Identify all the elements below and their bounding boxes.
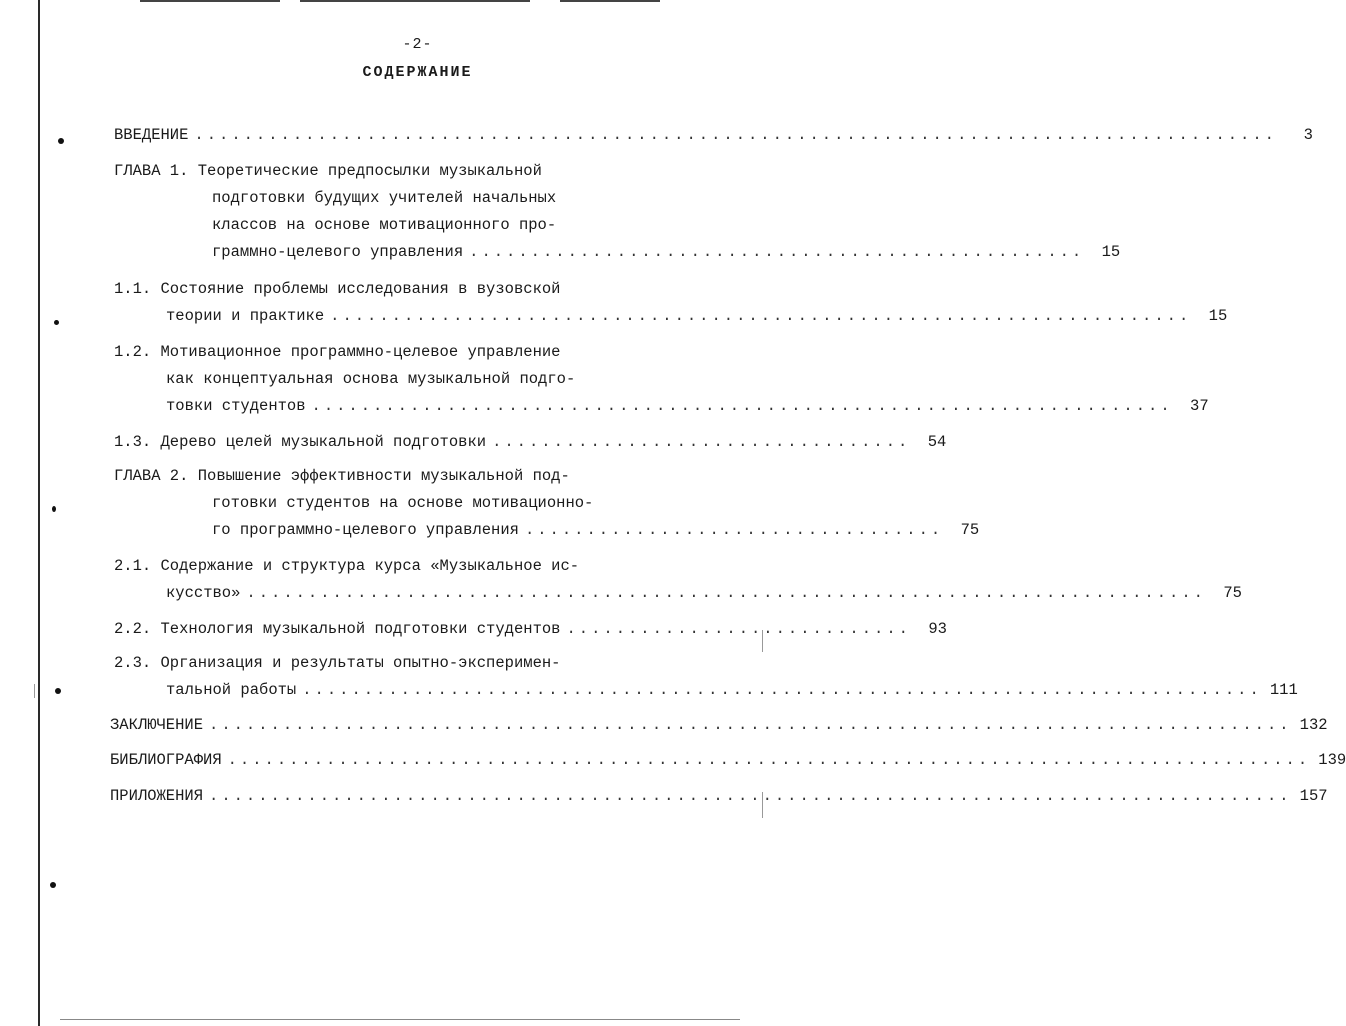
toc-entry-label: 1.1. Состояние проблемы исследования в вузовской — [114, 280, 561, 298]
toc-leader-dots: ........................................................................................ — [227, 751, 1311, 769]
toc-leader-dots: .............................................................................. — [302, 681, 1262, 699]
toc-page-number: 132 — [1299, 716, 1328, 734]
toc-entry-section-1-2 — [114, 343, 736, 365]
toc-entry-chapter-2-line — [212, 494, 736, 516]
toc-page-number: 54 — [927, 433, 947, 451]
toc-page-number: 15 — [1208, 307, 1228, 325]
toc-entry-label: теории и практике — [166, 307, 325, 325]
page-title: СОДЕРЖАНИЕ — [362, 64, 473, 81]
toc-entry-label: граммно-целевого управления — [212, 243, 464, 261]
top-scan-rule — [140, 0, 280, 2]
toc-entry-chapter-1-line — [212, 243, 1121, 265]
toc-entry-appendices — [110, 787, 1328, 809]
toc-page-number: 3 — [1303, 126, 1313, 144]
toc-entry-label: 2.3. Организация и результаты опытно-эксперимен- — [114, 654, 561, 672]
toc-entry-chapter-1-line — [212, 189, 736, 211]
toc-entry-label: кусство» — [166, 584, 241, 602]
toc-entry-chapter-2-line — [212, 521, 980, 543]
toc-leader-dots: .............................................................................. — [246, 584, 1206, 602]
toc-entry-chapter-2 — [114, 467, 736, 489]
binding-edge-line — [38, 0, 40, 1026]
toc-leader-dots: ...................................................................... — [311, 397, 1173, 415]
toc-entry-label: 1.2. Мотивационное программно-целевое управление — [114, 343, 561, 361]
toc-entry-section-2-3 — [114, 654, 736, 676]
toc-entry-label: ВВЕДЕНИЕ — [114, 126, 189, 144]
page-number: -2- — [402, 36, 433, 53]
toc-page-number: 157 — [1299, 787, 1328, 805]
toc-entry-section-2-1 — [114, 557, 736, 579]
toc-entry-label: тальной работы — [166, 681, 297, 699]
toc-entry-label: ГЛАВА 1. Теоретические предпосылки музыкальной — [114, 162, 542, 180]
toc-page-number: 75 — [960, 521, 980, 539]
toc-leader-dots: .................................. — [492, 433, 911, 451]
toc-entry-chapter-1-line — [212, 216, 736, 238]
toc-leader-dots: ........................................................................................ — [194, 126, 1277, 144]
toc-leader-dots: ........................................................................................ — [209, 716, 1292, 734]
toc-entry-section-1-2-line — [166, 370, 736, 392]
toc-entry-label: подготовки будущих учителей начальных — [212, 189, 557, 207]
toc-leader-dots: .................................................. — [469, 243, 1085, 261]
bottom-scan-rule — [60, 1019, 740, 1020]
toc-entry-label: 2.2. Технология музыкальной подготовки студентов — [114, 620, 561, 638]
toc-entry-label: го программно-целевого управления — [212, 521, 519, 539]
toc-entry-label: 1.3. Дерево целей музыкальной подготовки — [114, 433, 487, 451]
toc-entry-label: ЗАКЛЮЧЕНИЕ — [110, 716, 204, 734]
toc-entry-label: 2.1. Содержание и структура курса «Музыкальное ис- — [114, 557, 580, 575]
scan-speck — [52, 506, 56, 512]
toc-entry-section-1-2-line — [166, 397, 1209, 419]
toc-entry-label: классов на основе мотивационного про- — [212, 216, 557, 234]
scan-speck — [50, 882, 56, 888]
toc-page-number: 37 — [1190, 397, 1209, 415]
toc-entry-label: готовки студентов на основе мотивационно- — [212, 494, 594, 512]
toc-entry-section-2-1-line — [166, 584, 1242, 606]
toc-page-number: 75 — [1223, 584, 1242, 602]
toc-entry-label: товки студентов — [166, 397, 306, 415]
toc-page-number: 111 — [1269, 681, 1298, 699]
scan-speck — [55, 688, 61, 694]
toc-entry-label: БИБЛИОГРАФИЯ — [110, 751, 222, 769]
toc-entry-label: как концептуальная основа музыкальной подго- — [166, 370, 576, 388]
toc-entry-section-1-1 — [114, 280, 736, 302]
toc-entry-introduction — [114, 126, 1313, 148]
toc-entry-section-2-2 — [114, 620, 947, 642]
toc-leader-dots: ............................ — [566, 620, 911, 638]
toc-entry-chapter-1 — [114, 162, 736, 184]
toc-leader-dots: ...................................................................... — [330, 307, 1192, 325]
toc-entry-section-2-3-line — [166, 681, 1298, 703]
toc-entry-label: ПРИЛОЖЕНИЯ — [110, 787, 204, 805]
top-scan-rule — [300, 0, 530, 2]
top-scan-rule — [560, 0, 660, 2]
toc-page-number: 15 — [1101, 243, 1121, 261]
toc-entry-section-1-1-line — [166, 307, 1228, 329]
toc-entry-label: ГЛАВА 2. Повышение эффективности музыкальной под- — [114, 467, 570, 485]
toc-entry-bibliography — [110, 751, 1346, 773]
toc-entry-section-1-3 — [114, 433, 947, 455]
scan-speck — [58, 138, 64, 144]
scan-speck — [54, 320, 59, 325]
toc-leader-dots: .................................. — [524, 521, 944, 539]
toc-entry-conclusion — [110, 716, 1328, 738]
toc-page-number: 139 — [1318, 751, 1346, 769]
toc-page-number: 93 — [928, 620, 947, 638]
scan-mark — [34, 684, 35, 698]
toc-leader-dots: ........................................................................................ — [209, 787, 1292, 805]
